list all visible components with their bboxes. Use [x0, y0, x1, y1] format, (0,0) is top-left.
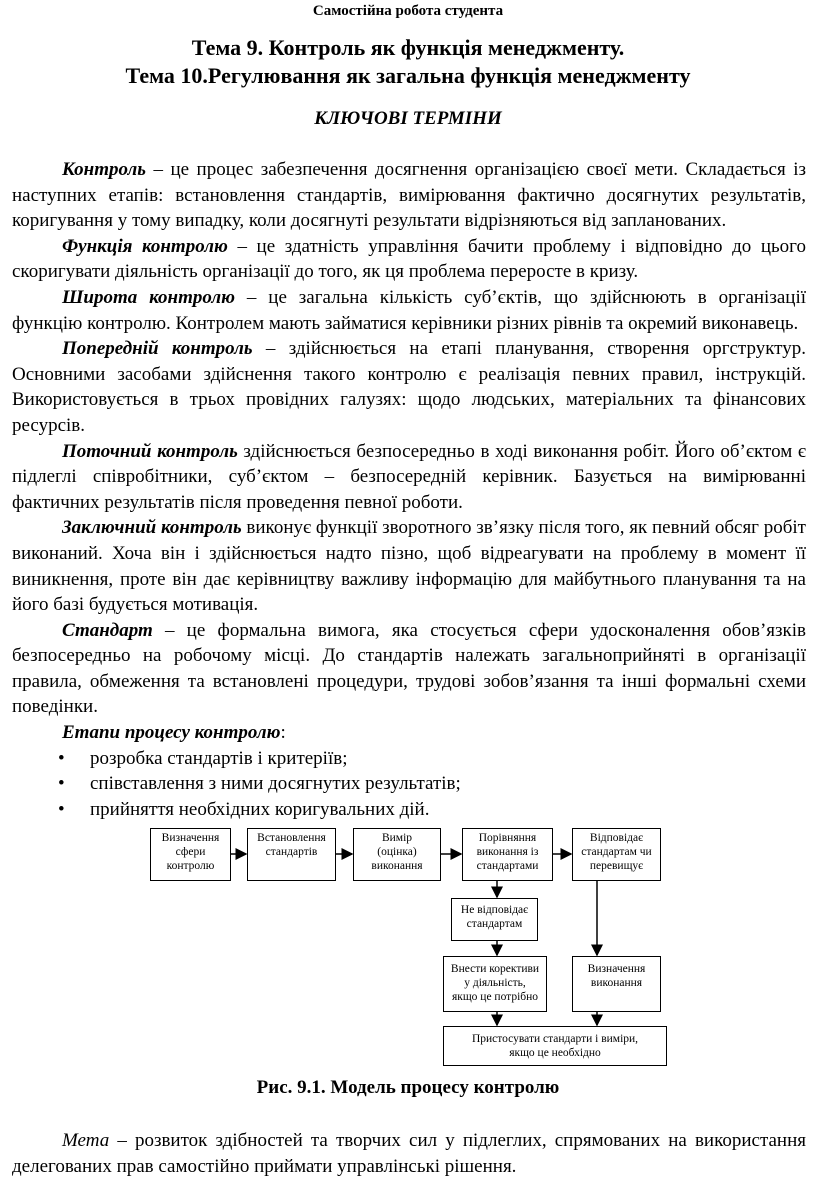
definition: – здійснюється на етапі планування, створення оргструктур. Основними засобами здійснення такого контролю є реалізація певних правил, інструкцій. Використовується в трьох провідних галузях: щодо людських, матеріальних та фінансових ресурсів.: [12, 338, 806, 436]
bottom-text: [12, 1128, 806, 1179]
key-terms-heading: КЛЮЧОВІ ТЕРМІНИ: [314, 108, 502, 129]
definition: – розвиток здібностей та творчих сил у підлеглих, спрямованих на використання делегованих прав самостійно приймати управлінські рішення.: [12, 1130, 806, 1178]
box-compare: Порівняння виконання із стандартами: [462, 828, 553, 881]
box-define-performance: Визначення виконання: [572, 956, 661, 1012]
definition: – це процес забезпечення досягнення організацією своєї мети. Складається із наступних етапів: встановлення стандартів, вимірювання фактично досягнутих результатів, коригування у тому випадку, коли досягнуті результати відрізняються від запланованих.: [12, 159, 806, 232]
term: Контроль: [62, 159, 146, 180]
stages-list: [12, 746, 806, 823]
definition: – це загальна кількість суб’єктів, що здійснюють в організації функцію контролю. Контролем мають займатися керівники різних рівнів та окремий виконавець.: [12, 286, 806, 334]
definition: здійснюється безпосередньо в ході виконання робіт. Його об’єктом є підлеглі співробітники, суб’єктом – безпосередній керівник. Базується на вимірюванні фактичних результатів після проведення певної роботи.: [12, 440, 806, 513]
box-measure: Вимір (оцінка) виконання: [353, 828, 441, 881]
definition: – це формальна вимога, яка стосується сфери удосконалення обов’язків безпосередньо на робочому місці. До стандартів належать загальноприйняті в організації правила, обмеження та встановлені процедури, трудові зобов’язання та інші формальні схеми поведінки.: [12, 619, 806, 718]
list-item: • прийняття необхідних коригувальних дій.: [12, 797, 806, 823]
term: Функція контролю: [62, 235, 228, 257]
term: Широта контролю: [62, 286, 236, 308]
box-set-standards: Встановлення стандартів: [247, 828, 336, 881]
colon: :: [280, 722, 286, 744]
title-line-2: Тема 10.Регулювання як загальна функція менеджменту: [125, 63, 691, 88]
term: Етапи процесу контролю: [62, 722, 281, 744]
title-line-1: Тема 9. Контроль як функція менеджменту.: [191, 35, 625, 60]
box-not-meets: Не відповідає стандартам: [451, 898, 538, 941]
definition: виконує функції зворотного зв’язку після того, як певний обсяг робіт виконаний. Хоча він і здійснюється надто пізно, щоб відреагувати на проблему в момент її виникнення, проте він дає керівництву важливу інформацію для майбутнього планування та на його базі будується мотивація.: [12, 517, 806, 616]
paragraph-preliminary: [12, 336, 806, 438]
paragraph-control: [12, 157, 806, 234]
page-title: [0, 34, 816, 90]
body-text: [12, 157, 806, 822]
paragraph-span: [12, 285, 806, 336]
term: Заключний контроль: [62, 517, 242, 539]
paragraph-current: [12, 439, 806, 516]
paragraph-function: [12, 234, 806, 285]
term: Мета: [62, 1130, 110, 1152]
paragraph-goal: [12, 1128, 806, 1179]
term: Стандарт: [62, 619, 153, 641]
stages-heading: [12, 720, 806, 746]
paragraph-standard: [12, 618, 806, 720]
list-item: • співставлення з ними досягнутих результатів;: [12, 771, 806, 797]
term: Поточний контроль: [62, 440, 238, 462]
box-correct: Внести корективи у діяльність, якщо це потрібно: [443, 956, 547, 1012]
paragraph-final: [12, 515, 806, 617]
list-item: • розробка стандартів і критеріїв;: [12, 746, 806, 772]
box-meets: Відповідає стандартам чи перевищує: [572, 828, 661, 881]
definition: – це здатність управління бачити проблему і відповідно до цього скоригувати діяльність організації до того, як ця проблема переросте в кризу.: [12, 235, 806, 283]
figure-caption: Рис. 9.1. Модель процесу контролю: [256, 1077, 560, 1099]
page-header: Самостійна робота студента: [312, 3, 504, 19]
control-process-diagram: [0, 826, 816, 1070]
term: Попередній контроль: [62, 338, 253, 360]
box-define-scope: Визначення сфери контролю: [150, 828, 231, 881]
box-adjust-standards: Пристосувати стандарти і виміри, якщо це необхідно: [443, 1026, 667, 1066]
